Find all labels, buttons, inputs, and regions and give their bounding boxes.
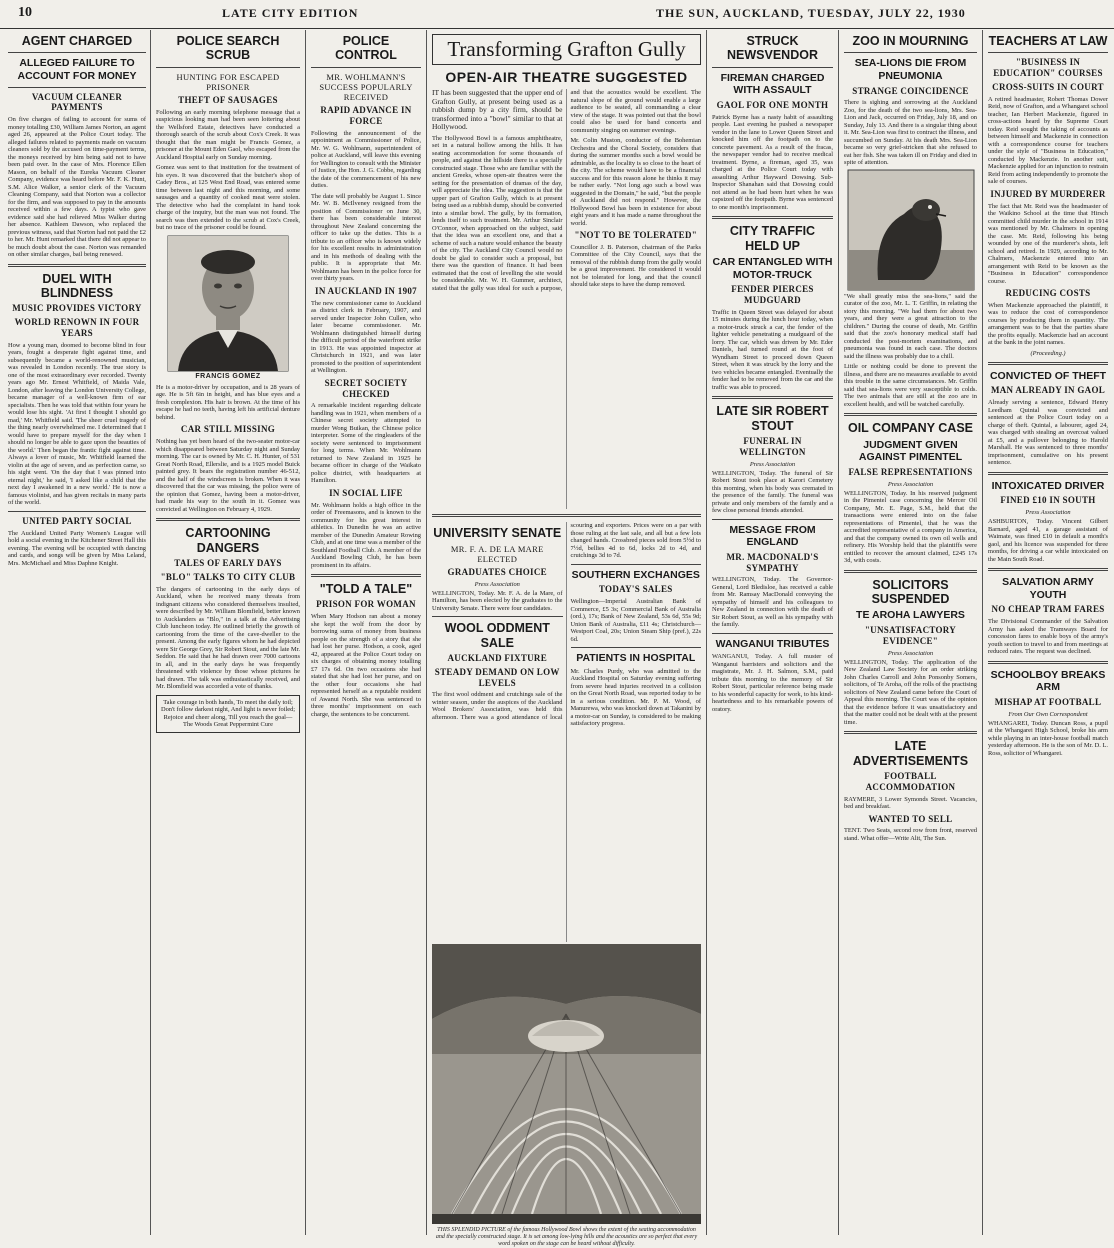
article-subhead: "BLO" TALKS TO CITY CLUB [160,571,296,582]
article-body: WELLINGTON, Today. The Governor-General, Lord Bledisloe, has received a cable from Mr. Ramsay MacDonald conveying the sympathy of himself and his colleagues to New Zealand in connection with the death of Sir Robert Stout, as well as his sympathy with the family. [712,576,833,629]
article-headline: ALLEGED FAILURE TO ACCOUNT FOR MONEY [17,57,137,82]
article-subhead: CAR ENTANGLED WITH MOTOR-TRUCK [712,255,833,281]
article-subhead: REDUCING COSTS [1005,288,1091,299]
article-body: A remarkable incident regarding delicate handling was in 1921, when members of a Chinese secret society attempted to murder Wong Buikan, the Chinese police interpreter. Some of the ringleaders of the society were sentenced to imprisonment for long terms. When Mr. Wohlmann returned to New Zealand in 1925 he became officer in charge of the Waikato police district, with headquarters at Hamilton. [311,402,421,485]
feature-body: Councillor J. B. Paterson, chairman of the Parks Committee of the City Council, says that the removal of the rubbish dump from the gully would be a great improvement. He considered it would not be tolerated for long, and that the council should take steps to have the dump removed. [570,243,701,289]
article-body: The Divisional Commander of the Salvation Army has asked the Tramways Board for concession fares to enable boys of the army's youth section to travel to and from meetings at reduced rates. The request was declined. [988,618,1108,656]
column-1 [4,30,150,1235]
lower-articles [432,522,701,942]
article-body: WANGANUI, Today. A full muster of Wanganui barristers and solicitors and the magistrate, Mr. J. H. Salmon, S.M., paid tribute this morning to the memory of Sir Robert Stout, particular reference being made to his wonderful capacity for work, to his kind-heartedness and to his remarkable powers of oratory. [712,653,833,713]
article-headline: WOOL ODDMENT SALE [444,621,550,650]
article-subhead: JUDGMENT GIVEN AGAINST PIMENTEL [858,438,963,464]
photo-caption: THIS SPLENDID PICTURE of the famous Hollywood Bowl shows the extent of the seating accommodation and the specially constructed stage. It is set among low-lying hills and the acoustics are so perfect that every word spoken on the stage can be heard without difficulty. [435,1227,698,1248]
article-headline: UNITED PARTY SOCIAL [22,515,132,526]
article-body: Traffic in Queen Street was delayed for about 15 minutes during the lunch hour today, when a motor-truck struck a car, the fender of the lighter vehicle penetrating a mudguard of the lorry. The car, which was driven by Mr. Eder Daniels, had turned round at the foot of Wyndham Street to proceed down Queen Street, when it was struck by the lorry and the two vehicles became entangled. Eventually the fender had to be removed from the car and the traffic was able to proceed. [712,308,833,391]
article-headline: TEACHERS AT LAW [988,34,1108,48]
column-rule [426,30,427,1235]
sea-lion-photo [848,170,974,290]
article-body: He is a motor-driver by occupation, and is 28 years of age. He is 5ft 6in in height, and has blue eyes and a fresh complexion. His hair is brown. At the time of his escape he had no teeth, having left his artificial denture behind. [156,383,300,421]
article-headline: DUEL WITH BLINDNESS [40,271,114,301]
article-headline: WANGANUI TRIBUTES [715,637,830,650]
feature-headline: Transforming Grafton Gully [432,34,701,65]
article-lead: Following an early morning telephone message that a suspicious looking man had been seen loitering about the Wellsford Estate, detectives have conducted a thorough search of the scrub about Cox's Creek. It was thought that the man might be Francis Gomez, a prisoner at the Mount Eden Gaol, who escaped from the Auckland Hospital early on Sunday morning. [156,108,300,161]
article-headline: CARTOONING DANGERS [185,526,271,555]
article-body: The new commissioner came to Auckland as district clerk in February, 1907, and served under Inspector John Cullen, who later became commissioner. Mr. Wohlmann distinguished himself during the difficult period of the waterfront strike in 1913. He was appointed inspector at Christchurch in 1921, and was later promoted to the position of superintendent at Wellington. [311,299,421,375]
article-body: WELLINGTON, Today. Mr. F. A. de la Mare, of Hamilton, has been elected by the graduates to the University Senate. There were four candidates. [432,589,563,612]
column-rule [838,30,839,1235]
article-body: WELLINGTON, Today. The application of the New Zealand Law Society for an order striking John Charles Carroll and John Ponsonby Somers, solicitors, of Te Aroha, off the rolls of the practising solicitors of New Zealand came before the Court of Appeal this morning. The Court was of the opinion that the evidence before it was unsatisfactory and that the matter could not be dealt with at the present time. [844,658,977,726]
column-3 [307,30,425,1235]
article-body: A retired headmaster, Robert Thomas Dower Reid, now of Grafton, and a Whangarei school teacher, Ian Herbert Mackenzie, figured in cross-actions heard by the Supreme Court today. Reid sought the taking of accounts as between himself and Mackenzie in connection with a correspondence course for teachers under the style of "Business in Education," conducted by Mackenzie. In another suit, Mackenzie applied for an injunction to restrain Reid from acting independently to promote the sale of courses. [988,95,1108,186]
article-subhead: SECRET SOCIETY CHECKED [324,377,408,399]
article-headline: LATE ADVERTISEMENTS [852,739,969,768]
article-subhead: FALSE REPRESENTATIONS [848,466,973,477]
dateline: Press Association [474,580,520,588]
article-body: When Mary Hodson ran about a money she kept the wolf from the door by borrowing sums of money from business people on the strength of a story that she had lost her purse. Hodson, a cook, aged 42, appeared at the Police Court today on six charges of obtaining money totalling £7 17s 6d. On two occasions she had stated that she had lost her purse, and on the other four occasions she had represented herself as a reputable resident of Awanui North. She was sentenced to three months' imprisonment on each charge, the sentences to be concurrent. [311,613,421,718]
article-body: On five charges of failing to account for sums of money totalling £30, William James Norton, an agent aged 26, appeared at the Police Court today. The alleged failures related to payments made on vacuum cleaners sold by the accused on time-payment terms, the moneys received by him being said not to have been paid over. In the case of Mrs. Florence Ellen Mason, on behalf of the Eureka Vacuum Cleaner Company, evidence was heard before Mr. F. K. Hunt, S.M. Alice Walker, a senior clerk of the Vacuum Cleaning Company, said that Norton was a collector for the firm, and was supposed to pay in the amounts received within a few days. A typist who gave evidence said she had relieved Miss Walker during her absence. Kathleen Dawson, who replaced the previous witness, said that Norton had not paid the £2 to her. Mr. Hunt remarked that there did not appear to be much doubt about the case. Norton was remanded on other similar charges, bail being renewed. [8,116,146,259]
column-2 [152,30,304,1235]
article-subhead: MR. MACDONALD'S SYMPATHY [726,551,819,573]
article-body: When Mackenzie approached the plaintiff, it was to reduce the cost of correspondence courses by producing them in quantity. The arrangement was to be that the parties share the profits equally. Mackenzie had an account at the bank in the joint names. [988,301,1108,347]
dateline: From Our Own Correspondent [1008,710,1088,718]
feature-subhead: OPEN-AIR THEATRE SUGGESTED [445,69,688,86]
article-body: "We shall greatly miss the sea-lions," said the curator of the zoo, Mr. L. T. Griffin, in relating the story this morning. "We had them for about two years, and they were a great attraction to the children." During the course of death, Mr. Griffin said that the zoo's honorary medical staff had conducted the post-mortem examinations, and pneumonia was found in each case. The doctors said the illness was probably due to a chill. [844,292,977,360]
feature-body: The Hollywood Bowl is a famous amphitheatre, set in a natural hollow among the hills. It has seating accommodation for some thousands of people, and against the hillside there is a specially constructed stage. Those who are familiar with the ancient Greeks, whose open-air theatres were the setting for the presentation of dramas of the day, will appreciate the idea. The suggestion is that the upper part of Grafton Gully, which is at present being used as a rubbish dump, should be converted into a similar bowl. The gully, by its formation, lends itself to such treatment. Mr. Arthur Sinclair O'Connor, when approached on the subject, said that the idea was an excellent one, and that a scheme of such a nature would enhance the beauty of the city. The Auckland City Council would no doubt be glad to consider such a proposal, but there was the question of finance. It had been estimated that the cost of levelling the site would be considerable. Mr. W. H. Gummer, architect, stated that the gully was ideal for such a purpose, and that the acoustics would be excellent. The natural slope of the ground would enable a large audience to be seated, all commanding a clear view of the stage. It was pointed out that the bowl could also be used for band concerts and community singing on summer evenings. [432,89,701,292]
article-subhead: IN SOCIAL LIFE [329,487,403,498]
article-headline: SOLICITORS SUSPENDED [871,577,950,607]
article-body: Mr. Charles Purdy, who was admitted to the Auckland Hospital on Saturday evening suffering from severe head injuries received in a collision on the Great North Road, was reported today to be in a serious condition. Mr. P. M. Wood, of Manurewa, who was knocked down at Takanini by a motor-car on Sunday, is considered to be making satisfactory progress. [570,667,701,728]
article-subhead: SEA-LIONS DIE FROM PNEUMONIA [854,57,967,82]
article-headline: UNIVERSITY SENATE [433,526,562,541]
article-body: The dangers of cartooning in the early days of Auckland, when he received many threats from indignant citizens who considered themselves insulted, were described by Mr. William Blomfield, better known to Aucklanders as "Blo," in a talk at the Advertising Club luncheon today. He outlined briefly the growth of cartooning from the time of the cave-dweller to the present. Among the early figures whom he had depicted were Sir George Grey, Sir Robert Stout, and the late Mr. Seddon. He said that he had drawn over 7000 cartoons in all, and in the early days he was frequently threatened with violence by those whose pictures he had drawn. The talk was enthusiastically received, and Mr. Blomfield was accorded a vote of thanks. [156,585,300,691]
article-subhead: THEFT OF SAUSAGES [178,95,278,106]
article-headline: POLICE SEARCH SCRUB [176,34,280,63]
article-kicker: AGENT CHARGED [21,34,133,48]
column-rule [150,30,151,1235]
article-body: The Auckland United Party Women's League will hold a social evening in the Kitchener Street Hall this evening. The evening will be occupied with dancing and cards, and songs will be given by Miss Leland, Mrs. McMichael and Miss Daphne Knight. [8,529,146,567]
article-headline: POLICE CONTROL [335,34,397,63]
article-subhead: FUNERAL IN WELLINGTON [739,436,806,457]
article-body: WELLINGTON, Today. In his reserved judgment in the Pimentel case concerning the Mercer Oil Company, Mr. E. Page, S.M., held that the transactions were entered into on the false representations of Pimentel, that he was the accredited representative of a company in America, and that the company owned its own oil wells and refinery. His Worship held that the plaintiffs were entitled to recover the amount claimed, £245 17s 3d, with costs. [844,489,977,565]
article-headline: LATE SIR ROBERT STOUT [716,404,829,433]
article-subhead: IN AUCKLAND IN 1907 [315,285,417,296]
article-body: Mr. Wohlmann holds a high office in the order of Freemasons, and is known to the community for his great interest in athletics. In Dunedin he was an active member of the Dunedin Amateur Rowing Club, and at one time was a member of the Southland Football Club. A member of the Auckland Bowling Club, he has been prominent in its affairs. [311,501,421,569]
article-subhead: FENDER PIERCES MUDGUARD [731,284,814,305]
article-headline: CONVICTED OF THEFT [989,369,1107,382]
photo-caption: FRANCIS GOMEZ [195,372,261,380]
article-subhead: FIREMAN CHARGED WITH ASSAULT [720,71,825,97]
classified-ad: RAYMERE, 3 Lower Symonds Street. Vacancies, bed and breakfast. [844,795,977,810]
article-subhead: "UNSATISFACTORY EVIDENCE" [864,625,957,646]
article-headline: SCHOOLBOY BREAKS ARM [990,668,1106,694]
article-subhead: FOOTBALL ACCOMMODATION [865,770,956,792]
article-subhead: TODAY'S SALES [598,584,673,595]
feature-subhead: "NOT TO BE TOLERATED" [574,230,698,241]
article-subhead: WORLD RENOWN IN FOUR YEARS [14,317,140,338]
article-subhead: FINED £10 IN SOUTH [1000,495,1096,506]
article-subhead: GRADUATES CHOICE [447,566,547,577]
article-headline: MESSAGE FROM ENGLAND [729,523,816,549]
article-lead: Following the announcement of the appointment as Commissioner of Police, Mr. W. G. Wohlmann, superintendent of police at Auckland, will leave this evening for Wellington to consult with the Minister of Justice, the Hon. J. G. Cobbe, regarding the date of the commencement of his new duties. [311,129,421,190]
article-body: WELLINGTON, Today. The funeral of Sir Robert Stout took place at Karori Cemetery this morning, when his body was cremated in the presence of the family. The funeral was private and only members of the family and a few close personal friends attended. [712,469,833,515]
article-subhead: PRISON FOR WOMAN [316,599,416,610]
proceeding-note: (Proceeding.) [1030,349,1066,357]
article-subhead: WANTED TO SELL [868,813,953,824]
article-headline: ZOO IN MOURNING [852,34,969,48]
article-body: Little or nothing could be done to prevent the illness, and there are no measures available to avoid this trouble in the same circumstances. Mr. Griffin said that sea-lions were very susceptible to colds. The two animals that are still at the zoo are in excellent health, and will be watched carefully. [844,363,977,408]
article-body: ASHBURTON, Today. Vincent Gilbert Barnard, aged 41, a garage assistant of Waimate, was fined £10 in default a month's gaol, and his licence was suspended for three months, for driving a car while intoxicated on the Main South Road. [988,518,1108,563]
masthead [0,0,1114,29]
column-5 [708,30,837,1235]
article-subhead: STEADY DEMAND ON LOW LEVELS [434,666,560,688]
article-subhead: MR. F. A. DE LA MARE ELECTED [450,543,544,564]
article-subhead: HUNTING FOR ESCAPED PRISONER [176,71,280,92]
dateline: Press Association [887,480,934,488]
article-body: The fact that Mr. Reid was the headmaster of the Waikino School at the time that Hirsch committed child murder in the school in 1914 was mentioned by Mr. Chalmers in opening the case. Mr. Reid, following his being wounded by one of the murderer's shots, left school and retired. In 1929, according to Mr. Chalmers, Mackenzie entered into an arrangement with Reid to be known as the "Business in Education" correspondence course. [988,202,1108,285]
article-headline: STRUCK NEWSVENDOR [727,34,818,63]
article-body: Wellington—Imperial Australian Bank of Commerce, £5 3s; Commercial Bank of Australia (ord.), 17s; Bank of New Zealand, 53s 6d, 55s 9d; Union Bank of Australia, £11 4s; Christchurch—Westport Coal, 20s; Union Steam Ship (pref.), 22s 6d. [570,598,701,643]
article-subhead: TE AROHA LAWYERS [856,609,965,622]
article-subhead: MAN ALREADY IN GAOL [990,385,1106,396]
column-rule [305,30,306,1235]
column-7 [984,30,1112,1235]
article-subhead: VACUUM CLEANER PAYMENTS [31,91,123,113]
hollywood-bowl-photo [432,944,701,1224]
column-6 [840,30,981,1235]
article-subhead: INJURED BY MURDERER [990,188,1106,199]
article-subhead: NO CHEAP TRAM FARES [991,604,1105,615]
article-body: How a young man, doomed to become blind in four years, fought a desperate fight against time, and subsequently became a world-renowned musician, was revealed in London recently. The true story is one of the most extraordinary ever recorded. Twenty years ago Mr. Ernest Whitfield, of Maida Vale, London, after leaving the London University College, became manager of a well-known firm of ear specialists. Then he was told that within four years he would lose his sight. 'At first I thought I should go mad,' Mr. Whitfield said. 'The sheer cruel tragedy of the thing nearly overwhelmed me. I determined that I would have to prepare myself for the day when I should no longer be able to gaze upon the beauties of the world.' Then began the frantic fight against time. Always a lover of music, Mr. Whitfield learned the violin at the age of seven, and as perfection came, so his sight went. 'On the day that I was pinned into eternal night,' he said, 'I asked like a child that the next day I awakened in a new world.' He is now a famous violinist, and has given recitals in many parts of the world. [8,341,146,507]
edition-label: LATE CITY EDITION [222,6,359,20]
article-subhead: MISHAP AT FOOTBALL [994,696,1102,707]
article-body: The first wool oddment and crutchings sale of the winter season, under the auspices of the Auckland Wool Brokers' Association, was held this afternoon. There was a good attendance of local scouring and exporters. Prices were on a par with those ruling at the last sale, and all but a few lots changed hands. Crossbred pieces sold from 5½d to 7½d, bellies 4d to 6d, locks 2d to 4d, and crutchings 3d to 7d. [432,522,701,721]
article-headline: PATIENTS IN HOSPITAL [576,652,696,665]
article-body: The date will probably be August 1. Since Mr. W. B. McIlveney resigned from the position of Commissioner on June 30, there has been considerable interest throughout New Zealand concerning the officer to take up the duties. This is a tribute to an officer who is known widely for his excellent results in administration and in his methods of dealing with the public. It is appropriate that Mr. Wohlmann has been in the police force for over thirty years. [311,192,421,283]
article-subhead: RAPID ADVANCE IN FORCE [320,105,412,127]
article-headline: OIL COMPANY CASE [847,421,974,436]
feature-lead: IT has been suggested that the upper end of Grafton Gully, at present being used as a rubbish dump by a city firm, should be transformed into a "bowl" similar to that at Hollywood. [432,88,563,132]
column-rule [706,30,707,1235]
dateline: Press Association [887,649,934,657]
article-subhead: "BUSINESS IN EDUCATION" COURSES [993,57,1103,79]
article-subhead: GAOL FOR ONE MONTH [716,99,829,110]
article-headline: CITY TRAFFIC HELD UP [729,224,816,253]
paper-dateline: THE SUN, AUCKLAND, TUESDAY, JULY 22, 1930 [656,6,966,20]
article-subhead: MUSIC PROVIDES VICTORY [12,303,142,314]
article-subhead: TALES OF EARLY DAYS [174,557,282,568]
dateline: Press Association [749,460,796,468]
article-subhead: STRANGE COINCIDENCE [852,85,969,96]
article-subhead: CROSS-SUITS IN COURT [992,81,1104,92]
feature-column [428,30,705,1248]
advertisement: Take courage in both hands, To meet the daily toil; Don't follow darkest night, And light is never foiled; Rejoice and cheer along, Till you reach the goal— The Woods Great Peppermint Cure [156,695,300,733]
article-headline: INTOXICATED DRIVER [991,479,1105,492]
dateline: Press Association [1025,509,1071,517]
article-subhead: MR. WOHLMANN'S SUCCESS POPULARLY RECEIVED [319,71,413,103]
article-headline: SALVATION ARMY YOUTH [1002,576,1094,601]
article-subhead: AUCKLAND FIXTURE [447,652,548,663]
article-subhead: CAR STILL MISSING [180,424,276,435]
article-body: Nothing has yet been heard of the two-seater motor-car which disappeared between Saturday night and Sunday morning. The car is owned by Mr. C. H. Hunter, of 531 Great North Road, Ellerslie, and is a 1925 model Buick painted grey. It bears the registration number 46-512, and the half of the windscreen is broken. When it was discovered that the car was missing, the police were of the opinion that Gomez, having been a motor-driver, had made his way to the south in it. Gomez was convicted at Wellington on February 4, 1929. [156,438,300,513]
feature-body: Mr. Colin Muston, conductor of the Bohemian Orchestra and the Choral Society, considers that during the summer months such a bowl would be admirable, as the locality is so close to the heart of the city. The scheme would have to be a financial success and for this reason alone he thinks it may be rather early. "Not long ago such a bowl was suggested in the Domain," he said, "but the people of Auckland did not respond." However, the Hollywood Bowl has been in existence for about eight years and it has made a name throughout the world. [570,137,701,227]
article-body: Patrick Byrne has a nasty habit of assaulting people. Last evening he pushed a newspaper vendor in the lane to Lower Queen Street and knocked him off the footpath on to the concrete pavement. As a result of the fracas, the newspaper vendor had to receive medical treatment. Byrne, a fireman, aged 35, was charged at the Police Court today with assaulting Arthur Hayward Dowsing. Sub-Inspector Shanahan said that Dowsing could not attend as he had been hurt when he was capsized off the footpath. Byrne was sentenced to one month's imprisonment. [712,113,833,211]
article-headline: "TOLD A TALE" [319,582,413,597]
column-rule [982,30,983,1235]
article-body: Already serving a sentence, Edward Henry Leedham Quintal was convicted and sentenced at the Police Court today on a charge of theft. Quintal, a labourer, aged 24, was charged with stealing an overcoat valued at £5, and a pullover belonging to Harold Marshall. He was sentenced to three months' imprisonment, cumulative on his present sentence. [988,399,1108,467]
article-body: Gomez was sent to that institution for the treatment of his eyes. It was discovered that the butcher's shop of Cadey Bros., at 125 West End Road, was entered some time between last night and this morning, and some sausages and a quantity of cooked meat were stolen. The detective who had the complaint in hand took charge of the inquiry, but the man was not found. The search was then extended to the scrub at Cox's Creek, but no trace of the prisoner could be found. [156,164,300,232]
page-number: 10 [18,5,32,20]
article-headline: SOUTHERN EXCHANGES [571,568,700,581]
article-body: WHANGAREI, Today. Duncan Ross, a pupil at the Whangarei High School, broke his arm while playing in an inter-house football match yesterday afternoon. He is the son of Mr. D. L. Ross, solicitor of Whangarei. [988,719,1108,757]
feature-text [432,89,701,509]
portrait-photo [168,236,288,371]
article-body: There is sighing and sorrowing at the Auckland Zoo, for the death of the two sea-lions, Mrs. Sea-Lion and Jack, occurred on Friday, July 18, and on Sunday, July 13. And there is a singular thing about it. Mr. Sea-Lion was first to contract the illness, and succumbed on Sunday. At his death Mrs. Sea-Lion became so very grief-stricken that she refused to eat her fish. She was taken ill on Friday and died in spite of attention. [844,99,977,167]
classified-ad: TENT. Two Seats, second row from front, reserved stand. What offer—Write Alit, The Sun. [844,827,977,842]
